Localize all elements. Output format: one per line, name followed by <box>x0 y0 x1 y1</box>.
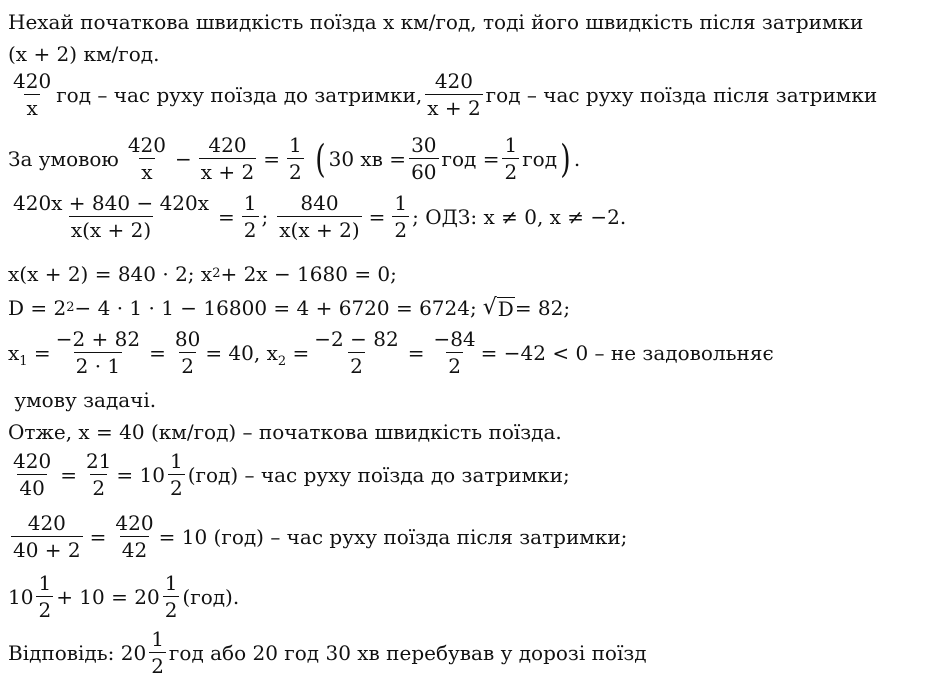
intro-text: Нехай початкова швидкість поїзда x км/год, тоді його швидкість після затримки <box>8 10 864 34</box>
fraction-one-half <box>392 192 409 241</box>
equals-sign: = <box>368 204 386 229</box>
discriminant-part-a: D = 2 <box>8 296 67 320</box>
fraction-420-over-x-plus-2 <box>425 70 482 119</box>
total-time-line <box>8 572 239 621</box>
fraction-minus-84-over-2 <box>431 328 477 377</box>
fraction-numerator: 420 <box>434 69 474 93</box>
fraction-denominator: 60 <box>411 160 437 184</box>
fraction-denominator: x + 2 <box>200 160 255 184</box>
root-two-label <box>205 340 310 369</box>
fraction-numerator: 420 <box>127 133 167 157</box>
quadratic-part-a: x(x + 2) = 840 · 2; x <box>8 262 213 286</box>
discriminant-line: D = 2 2 − 4 · 1 · 1 − 16800 = 4 + 6720 = 6724; √ D = 82; <box>8 295 571 321</box>
answer-label: Відповідь: 20 <box>8 640 147 665</box>
fraction-numerator: 420 <box>27 511 66 535</box>
roots-line <box>8 328 774 377</box>
fraction-denominator: x + 2 <box>427 96 481 120</box>
condition-label: За умовою <box>8 146 119 171</box>
subscript: 1 <box>19 353 28 369</box>
fraction-numerator: −84 <box>433 327 476 351</box>
fraction-420-over-x-plus-2 <box>199 134 256 183</box>
domain-text: ; ОДЗ: x ≠ 0, x ≠ −2. <box>412 204 627 229</box>
fraction-numerator: 1 <box>289 133 302 157</box>
fraction-numerator: 1 <box>243 191 257 215</box>
fraction-denominator: 2 <box>350 354 363 378</box>
equals-sign: = <box>149 340 166 365</box>
sum-text: + 10 = 20 <box>56 584 160 609</box>
period: . <box>573 146 581 171</box>
fraction-420-over-x <box>126 134 168 183</box>
fraction-420-over-x <box>11 70 53 119</box>
fraction-numerator: 420 <box>13 69 52 93</box>
fraction-denominator: 2 <box>289 160 302 184</box>
fraction-denominator: 42 <box>121 538 148 562</box>
fraction-one-half <box>163 572 180 621</box>
equals-sign: = <box>263 146 281 171</box>
fraction-denominator: x <box>141 160 153 184</box>
root-two-rejection-text: = −42 < 0 – не задовольняє <box>480 340 774 365</box>
discriminant-part-c: = 82; <box>514 296 571 320</box>
equals-sign: = <box>407 340 425 365</box>
subscript: 2 <box>277 353 287 369</box>
fraction-80-over-2 <box>173 328 202 377</box>
mixed-number-whole: 10 <box>8 584 34 609</box>
fraction-combined-numerator <box>11 192 211 241</box>
right-parenthesis: ) <box>560 136 571 181</box>
minus-sign: − <box>175 146 192 171</box>
equals-sign: = <box>89 524 107 549</box>
conclusion-text: Отже, x = 40 (км/год) – початкова швидкість поїзда. <box>8 420 562 444</box>
time-after-calc-line <box>8 512 627 561</box>
fraction-30-over-60 <box>409 134 438 183</box>
square-root-d <box>483 296 515 320</box>
condition-not-met-text: умову задачі. <box>8 388 157 412</box>
fraction-denominator: 2 <box>448 354 461 378</box>
fraction-root-two <box>312 328 400 377</box>
mixed-number-whole: = 10 <box>116 462 165 487</box>
fraction-420-over-42 <box>113 512 155 561</box>
speed-after-line <box>8 42 159 66</box>
fraction-denominator: x(x + 2) <box>279 218 360 242</box>
fraction-420-over-40-plus-2 <box>11 512 83 561</box>
time-expressions-line <box>8 70 877 119</box>
fraction-denominator: x <box>26 96 38 120</box>
fraction-numerator: −2 − 82 <box>314 327 399 351</box>
fraction-numerator: 840 <box>300 191 339 215</box>
conclusion-line <box>8 420 562 444</box>
radical-sign: √ <box>482 295 497 320</box>
fraction-denominator: 2 <box>151 654 164 678</box>
fraction-numerator: 1 <box>164 571 178 595</box>
fraction-numerator: 30 <box>411 133 437 157</box>
fraction-numerator: 1 <box>169 449 183 473</box>
root-one-label <box>8 340 51 369</box>
fraction-numerator: 21 <box>85 449 112 473</box>
fraction-840-over-product <box>277 192 361 241</box>
hours-unit-text: (год). <box>182 584 240 609</box>
equals-sign: = <box>218 204 235 229</box>
fraction-denominator: 2 <box>164 598 178 622</box>
fraction-numerator: 1 <box>394 191 408 215</box>
fraction-one-half <box>36 572 53 621</box>
fraction-one-half <box>168 450 185 499</box>
fraction-denominator: x(x + 2) <box>70 218 152 242</box>
time-before-calc-line <box>8 450 570 499</box>
condition-not-met-line <box>8 388 156 412</box>
time-before-delay-text: год – час руху поїзда до затримки, <box>56 82 423 107</box>
fraction-denominator: 2 <box>38 598 52 622</box>
fraction-numerator: 1 <box>504 133 518 157</box>
answer-text: год або 20 год 30 хв перебував у дорозі поїзд <box>168 640 647 665</box>
quadratic-part-b: + 2x − 1680 = 0; <box>220 262 397 286</box>
fraction-numerator: 420 <box>115 511 154 535</box>
fraction-numerator: 420 <box>13 449 52 473</box>
left-parenthesis: ( <box>314 136 326 181</box>
fraction-one-half <box>502 134 519 183</box>
fraction-root-one <box>54 328 142 377</box>
fraction-denominator: 2 <box>504 160 518 184</box>
minutes-conversion-text: 30 хв = <box>328 146 407 171</box>
fraction-denominator: 40 + 2 <box>13 538 81 562</box>
condition-equation-line <box>8 134 580 183</box>
fraction-denominator: 2 <box>92 476 106 500</box>
fraction-numerator: 420 <box>208 133 247 157</box>
fraction-one-half <box>287 134 304 183</box>
fraction-denominator: 40 <box>19 476 45 500</box>
intro-line <box>8 10 863 34</box>
radicand: D <box>497 297 514 321</box>
fraction-numerator: 420x + 840 − 420x <box>13 191 210 215</box>
fraction-numerator: −2 + 82 <box>55 327 141 351</box>
semicolon: ; <box>261 204 269 229</box>
simplified-equation-line <box>8 192 626 241</box>
answer-line <box>8 628 647 677</box>
fraction-21-over-2 <box>84 450 113 499</box>
quadratic-equation-line: x(x + 2) = 840 · 2; x 2 + 2x − 1680 = 0; <box>8 262 397 286</box>
equals-sign: = <box>27 340 51 365</box>
fraction-420-over-40 <box>11 450 53 499</box>
time-before-result-text: (год) – час руху поїзда до затримки; <box>187 462 570 487</box>
fraction-denominator: 2 · 1 <box>75 354 121 378</box>
fraction-one-half <box>149 628 166 677</box>
equals-sign: = <box>286 340 310 365</box>
fraction-one-half <box>242 192 259 241</box>
discriminant-part-b: − 4 · 1 · 1 − 16800 = 4 + 6720 = 6724; <box>74 296 477 320</box>
fraction-numerator: 1 <box>38 571 52 595</box>
fraction-denominator: 2 <box>169 476 183 500</box>
fraction-numerator: 80 <box>174 327 201 351</box>
variable-x: x <box>8 340 20 365</box>
hours-unit-text: год <box>522 146 558 171</box>
fraction-numerator: 1 <box>151 627 164 651</box>
speed-after-text: (x + 2) км/год. <box>8 42 160 66</box>
fraction-denominator: 2 <box>394 218 408 242</box>
equals-sign: = <box>60 462 77 487</box>
fraction-denominator: 2 <box>181 354 194 378</box>
fraction-denominator: 2 <box>243 218 257 242</box>
hours-equals-text: год = <box>441 146 500 171</box>
time-after-result-text: = 10 (год) – час руху поїзда після затримки; <box>158 524 628 549</box>
time-after-delay-text: год – час руху поїзда після затримки <box>485 82 878 107</box>
root-one-value: = 40, x <box>205 340 278 365</box>
